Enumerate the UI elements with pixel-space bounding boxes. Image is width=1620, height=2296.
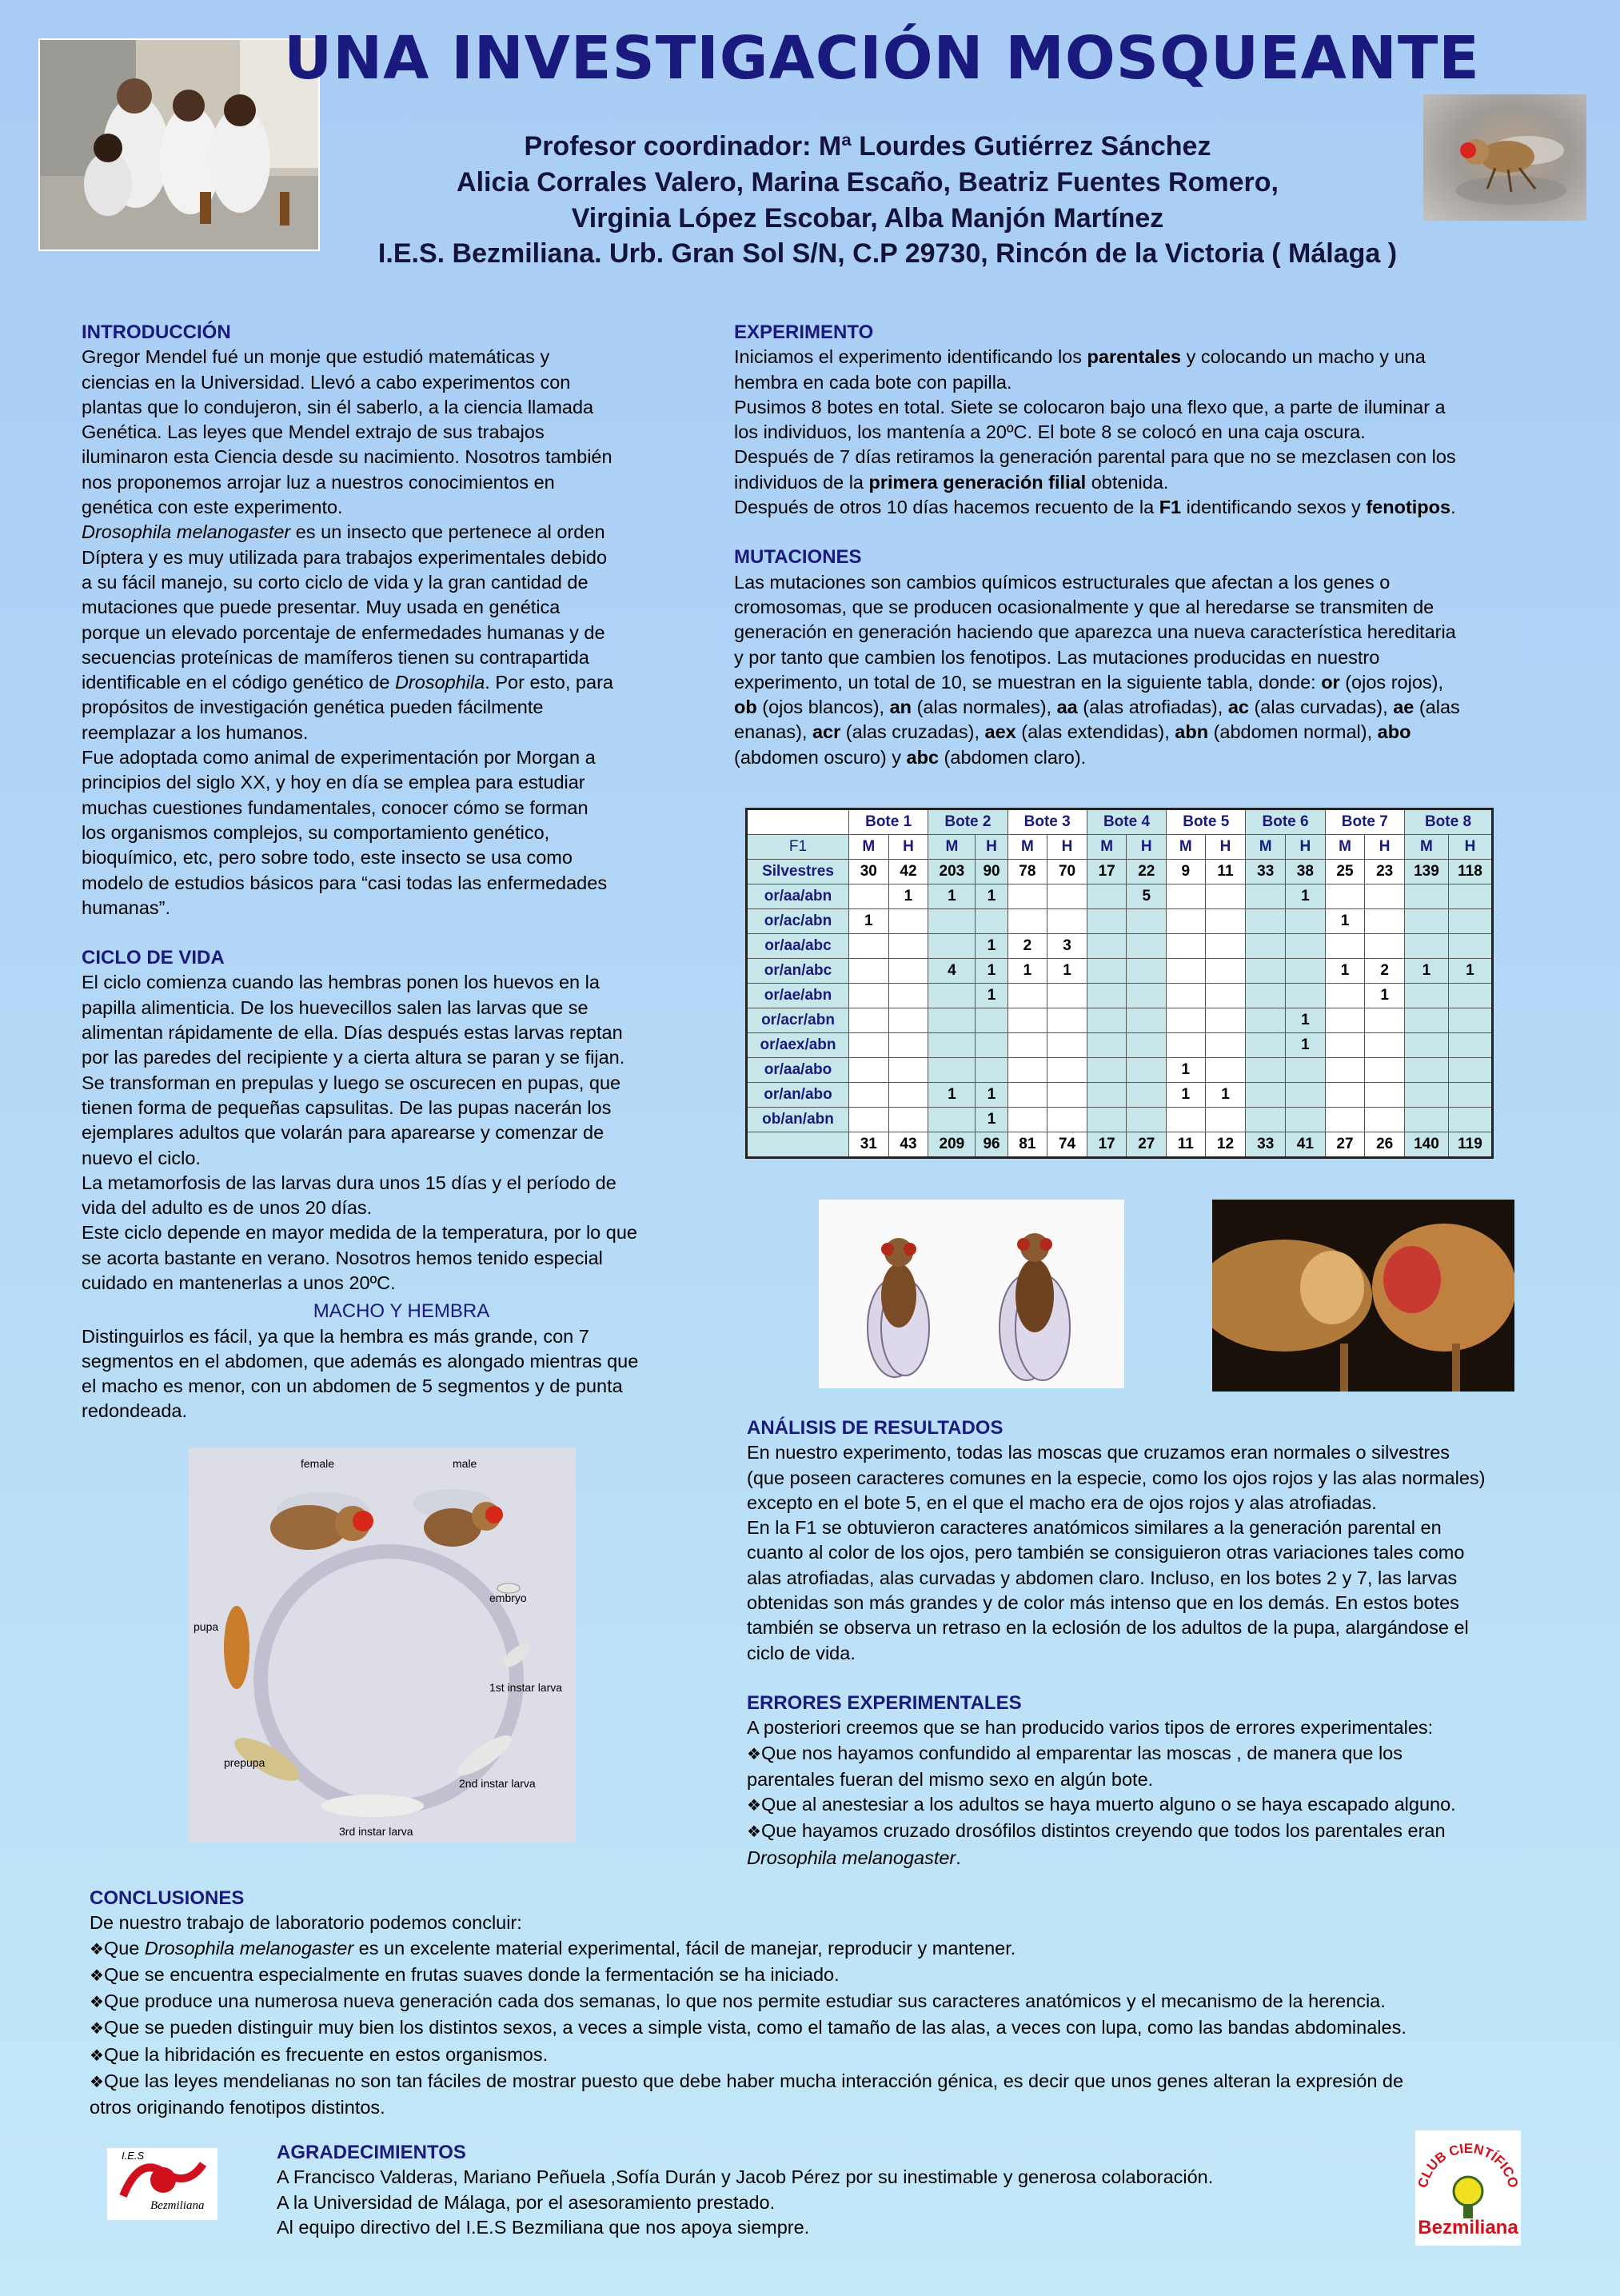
table-cell: 11	[1167, 1132, 1205, 1158]
table-cell	[1365, 884, 1405, 909]
header-bote-2: Bote 2	[928, 809, 1008, 835]
table-cell	[1008, 984, 1047, 1008]
table-cell	[1205, 909, 1246, 934]
table-cell	[849, 984, 889, 1008]
table-cell: 1	[1404, 959, 1448, 984]
table-cell: 27	[1325, 1132, 1365, 1158]
male-female-flies-photo	[819, 1200, 1124, 1388]
table-cell: 203	[928, 860, 976, 884]
label-larva3: 3rd instar larva	[339, 1825, 413, 1838]
table-cell	[1167, 1033, 1205, 1058]
table-cell	[1286, 984, 1326, 1008]
table-cell	[1404, 1008, 1448, 1033]
table-cell: 25	[1325, 860, 1365, 884]
table-cell: 1	[1047, 959, 1087, 984]
table-cell: 118	[1448, 860, 1492, 884]
table-cell	[976, 909, 1008, 934]
table-cell: 42	[888, 860, 928, 884]
table-cell: 139	[1404, 860, 1448, 884]
table-cell: 3	[1047, 934, 1087, 959]
table-row	[747, 1033, 1493, 1058]
row-label: Silvestres	[747, 860, 849, 884]
club-cientifico-logo	[1415, 2130, 1521, 2246]
school-address: I.E.S. Bezmiliana. Urb. Gran Sol S/N, C.P 29730, Rincón de la Victoria ( Málaga )	[377, 238, 1398, 269]
table-cell	[1325, 934, 1365, 959]
ies-logo-name: Bezmiliana	[150, 2199, 205, 2212]
table-row	[747, 1132, 1493, 1158]
table-cell: 4	[928, 959, 976, 984]
intro-title: INTRODUCCIÓN	[82, 321, 231, 343]
table-cell: 9	[1167, 860, 1205, 884]
table-cell	[1246, 959, 1286, 984]
table-cell	[1325, 1033, 1365, 1058]
thanks-section: AGRADECIMIENTOS A Francisco Valderas, Mariano Peñuela ,Sofía Durán y Jacob Pérez por su inestimable y generosa colaboración. A la Universidad de Málaga, por el asesoramiento prestado. Al equipo directivo del I.E.S Bezmiliana que nos apoya siempre.	[277, 2140, 1396, 2240]
table-row	[747, 984, 1493, 1008]
table-cell	[1325, 1008, 1365, 1033]
table-cell	[1286, 934, 1326, 959]
table-cell	[1127, 909, 1167, 934]
table-cell	[1047, 1008, 1087, 1033]
table-cell	[1325, 1108, 1365, 1132]
table-cell	[976, 1033, 1008, 1058]
table-cell	[928, 1033, 976, 1058]
ies-logo-text: I.E.S	[122, 2150, 145, 2162]
table-cell	[1167, 884, 1205, 909]
table-row	[747, 909, 1493, 934]
label-embryo: embryo	[489, 1591, 527, 1604]
table-cell: 1	[976, 934, 1008, 959]
header-bote-4: Bote 4	[1087, 809, 1166, 835]
table-cell	[849, 884, 889, 909]
table-cell: 1	[1286, 884, 1326, 909]
f1-results-table	[745, 808, 1494, 1159]
table-cell	[976, 1008, 1008, 1033]
table-cell	[1246, 1033, 1286, 1058]
table-cell	[849, 934, 889, 959]
table-cell	[1246, 1008, 1286, 1033]
mutations-title: MUTACIONES	[734, 546, 862, 569]
table-cell: 90	[976, 860, 1008, 884]
analysis-section: ANÁLISIS DE RESULTADOS En nuestro experimento, todas las moscas que cruzamos eran normales o silvestres (que poseen caracteres comunes en la especie, como los ojos rojos y las alas normales) excepto en el bote 5, en el que el macho era de ojos rojos y alas atrofiadas. En la F1 se obtuvieron caracteres anatómicos similares a la generación parental en cuanto al color de los ojos, pero también se consiguieron otras variaciones tales como alas atrofiadas, alas curvadas y abdomen claro. Incluso, en los botes 2 y 7, las larvas obtenidas son más grandes y de color más intenso que en los demás. En estos botes también se observa un retraso en la eclosión de los adultos de la pupa, alargándose el ciclo de vida. ERRORES EXPERIMENTALES A posteriori creemos que se han producido varios tipos de errores experimentales: ❖ Que nos hayamos confundido al emparentar las moscas , de manera que los parentales fueran del mismo sexo en algún bote. ❖ Que al anestesiar a los adultos se haya muerto alguno o se haya escapado alguno. ❖ Que hayamos cruzado drosófilos distintos creyendo que todos los parentales eran Drosophila melanogaster.	[747, 1416, 1602, 1871]
table-cell	[1047, 1083, 1087, 1108]
table-cell	[1448, 1008, 1492, 1033]
table-cell: 11	[1205, 860, 1246, 884]
table-cell	[928, 984, 976, 1008]
row-label: or/aex/abn	[747, 1033, 849, 1058]
list-item: ❖ Que se encuentra especialmente en frutas suaves donde la fermentación se ha iniciado.	[90, 1963, 1593, 1989]
list-item: ❖ Que se pueden distinguir muy bien los distintos sexos, a veces a simple vista, como el tamaño de las alas, a veces con lupa, como las bandas abdominales.	[90, 2015, 1593, 2042]
table-cell	[1404, 884, 1448, 909]
table-cell: 81	[1008, 1132, 1047, 1158]
errors-title: ERRORES EXPERIMENTALES	[747, 1691, 1022, 1714]
table-cell	[849, 1058, 889, 1083]
table-cell	[1167, 934, 1205, 959]
conclusions-list	[90, 1936, 1593, 2121]
table-cell	[1087, 909, 1127, 934]
table-cell: 1	[1205, 1083, 1246, 1108]
table-cell	[1087, 1008, 1127, 1033]
row-label	[747, 1132, 849, 1158]
table-cell	[1404, 1033, 1448, 1058]
row-label: or/ae/abn	[747, 984, 849, 1008]
table-cell: 33	[1246, 1132, 1286, 1158]
table-cell	[849, 1008, 889, 1033]
label-male: male	[453, 1457, 477, 1470]
table-cell	[1127, 1108, 1167, 1132]
table-row	[747, 884, 1493, 909]
table-cell	[1127, 959, 1167, 984]
header-bote-1: Bote 1	[849, 809, 928, 835]
table-cell: 30	[849, 860, 889, 884]
table-cell: 2	[1008, 934, 1047, 959]
table-cell	[1246, 1083, 1286, 1108]
conclusions-title: CONCLUSIONES	[90, 1887, 245, 1909]
list-item: ❖ Que al anestesiar a los adultos se haya muerto alguno o se haya escapado alguno.	[747, 1792, 1602, 1819]
table-cell	[1286, 1083, 1326, 1108]
table-cell: 1	[1448, 959, 1492, 984]
table-cell	[888, 984, 928, 1008]
table-row	[747, 1058, 1493, 1083]
table-cell	[1325, 884, 1365, 909]
table-cell	[1286, 1058, 1326, 1083]
table-cell	[1127, 1008, 1167, 1033]
table-cell: 96	[976, 1132, 1008, 1158]
row-label: or/aa/abo	[747, 1058, 849, 1083]
table-cell: 1	[976, 1083, 1008, 1108]
table-cell	[1404, 1108, 1448, 1132]
table-cell	[1286, 909, 1326, 934]
table-cell	[1365, 1108, 1405, 1132]
table-cell	[888, 1083, 928, 1108]
table-cell	[1246, 934, 1286, 959]
table-cell	[1205, 934, 1246, 959]
table-cell	[1087, 984, 1127, 1008]
lifecycle-title: CICLO DE VIDA	[82, 947, 225, 969]
table-cell	[1205, 1008, 1246, 1033]
female-fly-icon	[270, 1492, 373, 1550]
errors-list	[747, 1741, 1602, 1871]
table-cell: 27	[1127, 1132, 1167, 1158]
club-logo-arc-text: CLUB CIENTÍFICO	[1415, 2140, 1521, 2190]
table-cell	[1448, 1083, 1492, 1108]
table-cell: 119	[1448, 1132, 1492, 1158]
table-cell	[888, 959, 928, 984]
row-label: or/aa/abn	[747, 884, 849, 909]
table-cell	[1087, 884, 1127, 909]
table-cell: 26	[1365, 1132, 1405, 1158]
table-cell: 1	[1286, 1033, 1326, 1058]
table-cell	[928, 934, 976, 959]
table-cell: 1	[976, 884, 1008, 909]
table-cell	[1087, 1083, 1127, 1108]
table-cell: 2	[1365, 959, 1405, 984]
list-item: ❖ Que nos hayamos confundido al emparentar las moscas , de manera que los parentales fueran del mismo sexo en algún bote.	[747, 1741, 1602, 1793]
row-label: or/acr/abn	[747, 1008, 849, 1033]
thanks-title: AGRADECIMIENTOS	[277, 2142, 466, 2163]
table-cell: 23	[1365, 860, 1405, 884]
authors-line-1: Alicia Corrales Valero, Marina Escaño, Beatriz Fuentes Romero,	[457, 167, 1279, 198]
poster-title: UNA INVESTIGACIÓN MOSQUEANTE	[284, 24, 1480, 93]
table-cell	[888, 1058, 928, 1083]
list-item: ❖ Que la hibridación es frecuente en estos organismos.	[90, 2042, 1593, 2069]
table-cell: 1	[1167, 1058, 1205, 1083]
table-cell: 1	[976, 959, 1008, 984]
header-bote-5: Bote 5	[1167, 809, 1246, 835]
row-label: or/an/abc	[747, 959, 849, 984]
table-cell: 43	[888, 1132, 928, 1158]
row-label: ob/an/abn	[747, 1108, 849, 1132]
intro-text: Gregor Mendel fué un monje que estudió matemáticas y ciencias en la Universidad. Llevó a cabo experimentos con plantas que lo condujeron, sin él saberlo, a la ciencia llamada Genética. Las leyes que Mendel extrajo de sus trabajos iluminaron esta Ciencia desde su nacimiento. Nosotros también nos proponemos arrojar luz a nuestros conocimientos en genética con este experimento. Drosophila melanogaster es un insecto que pertenece al orden Díptera y es muy utilizada para trabajos experimentales debido a su fácil manejo, su corto ciclo de vida y la gran cantidad de mutaciones que puede presentar. Muy usada en genética porque un elevado porcentaje de enfermedades humanas y de secuencias proteínicas de mamíferos tienen su contrapartida identificable en el código genético de Drosophila. Por esto, para propósitos de investigación genética pueden fácilmente reemplazar a los humanos. Fue adoptada como animal de experimentación por Morgan a principios del siglo XX, y hoy en día se emplea para estudiar muchas cuestiones fundamentales, conocer cómo se forman los organismos complejos, su comportamiento genético, bioquímico, etc, pero sobre todo, este insecto se usa como modelo de estudios básicos para “casi todas las enfermedades humanas”.	[82, 346, 613, 918]
table-cell	[1404, 934, 1448, 959]
row-label: or/ac/abn	[747, 909, 849, 934]
table-cell: 1	[1008, 959, 1047, 984]
table-cell	[1087, 1033, 1127, 1058]
table-cell	[1008, 1033, 1047, 1058]
table-cell	[1325, 984, 1365, 1008]
table-cell: 140	[1404, 1132, 1448, 1158]
authors-line-2: Virginia López Escobar, Alba Manjón Martínez	[571, 203, 1164, 234]
label-larva1: 1st instar larva	[489, 1681, 563, 1694]
table-cell	[1205, 1058, 1246, 1083]
table-row	[747, 959, 1493, 984]
table-cell	[1448, 1108, 1492, 1132]
table-cell: 17	[1087, 860, 1127, 884]
table-cell	[1127, 1033, 1167, 1058]
table-cell: 1	[1325, 959, 1365, 984]
table-cell: 209	[928, 1132, 976, 1158]
table-cell: 1	[928, 1083, 976, 1108]
table-corner	[747, 809, 849, 835]
table-cell	[849, 1108, 889, 1132]
table-cell: 1	[1286, 1008, 1326, 1033]
larva3-icon	[321, 1795, 424, 1817]
table-cell: 31	[849, 1132, 889, 1158]
table-cell	[849, 1033, 889, 1058]
list-item: ❖ Que Drosophila melanogaster es un excelente material experimental, fácil de manejar, reproducir y mantener.	[90, 1936, 1593, 1963]
table-cell	[1325, 1058, 1365, 1083]
table-row	[747, 934, 1493, 959]
table-sex-row: F1 M H M H M H M H M H M H M H M H	[747, 835, 1493, 860]
table-cell: 1	[888, 884, 928, 909]
table-cell	[1365, 1058, 1405, 1083]
ies-logo	[107, 2148, 217, 2220]
label-pupa: pupa	[194, 1620, 219, 1633]
table-cell: 33	[1246, 860, 1286, 884]
table-cell	[1047, 1108, 1087, 1132]
table-cell	[1448, 909, 1492, 934]
table-cell	[1404, 1083, 1448, 1108]
table-cell: 1	[1325, 909, 1365, 934]
row-label: or/aa/abc	[747, 934, 849, 959]
table-cell	[1448, 984, 1492, 1008]
conclusions-section: CONCLUSIONES De nuestro trabajo de laboratorio podemos concluir: ❖ Que Drosophila melanogaster es un excelente material experimental, fácil de manejar, reproducir y mantener. ❖ Que se encuentra especialmente en frutas suaves donde la fermentación se ha iniciado. ❖ Que produce una numerosa nueva generación cada dos semanas, lo que nos permite estudiar sus caracteres anatómicos y el mecanismo de la herencia. ❖ Que se pueden distinguir muy bien los distintos sexos, a veces a simple vista, como el tamaño de las alas, a veces con lupa, como las bandas abdominales. ❖ Que la hibridación es frecuente en estos organismos. ❖ Que las leyes mendelianas no son tan fáciles de mostrar puesto que debe haber mucha interacción génica, es decir que unos genes alteran la expresión de otros originando fenotipos distintos.	[90, 1886, 1593, 2121]
table-cell	[1205, 959, 1246, 984]
table-cell	[1167, 1108, 1205, 1132]
pupa-icon	[224, 1606, 249, 1689]
table-cell: 41	[1286, 1132, 1326, 1158]
table-cell	[1404, 909, 1448, 934]
table-cell	[1448, 1033, 1492, 1058]
table-cell	[888, 909, 928, 934]
f1-label: F1	[747, 835, 849, 860]
table-cell	[1246, 984, 1286, 1008]
table-cell	[1286, 1108, 1326, 1132]
table-cell	[928, 1108, 976, 1132]
header-bote-8: Bote 8	[1404, 809, 1492, 835]
table-cell	[888, 1033, 928, 1058]
table-header-row	[747, 809, 1493, 835]
table-cell: 5	[1127, 884, 1167, 909]
table-cell	[1205, 1033, 1246, 1058]
table-cell	[1047, 1058, 1087, 1083]
label-larva2: 2nd instar larva	[459, 1777, 536, 1790]
male-fly-icon	[413, 1489, 503, 1547]
table-cell	[1325, 1083, 1365, 1108]
lifecycle-diagram	[189, 1447, 576, 1843]
table-cell	[1047, 1033, 1087, 1058]
club-logo-name: Bezmiliana	[1418, 2217, 1518, 2238]
table-cell	[1205, 1108, 1246, 1132]
table-cell	[1365, 909, 1405, 934]
table-cell: 1	[928, 884, 976, 909]
list-item: ❖ Que las leyes mendelianas no son tan fáciles de mostrar puesto que debe haber mucha interacción génica, es decir que unos genes alteran la expresión de otros originando fenotipos distintos.	[90, 2069, 1593, 2121]
table-cell	[1008, 909, 1047, 934]
table-cell	[1365, 1008, 1405, 1033]
table-cell	[1167, 909, 1205, 934]
table-cell	[1448, 934, 1492, 959]
table-cell: 70	[1047, 860, 1087, 884]
row-label: or/an/abo	[747, 1083, 849, 1108]
table-cell	[1127, 984, 1167, 1008]
table-cell: 1	[976, 984, 1008, 1008]
table-cell	[1167, 959, 1205, 984]
table-cell: 1	[976, 1108, 1008, 1132]
table-cell	[1008, 1083, 1047, 1108]
table-cell: 22	[1127, 860, 1167, 884]
table-cell: 1	[849, 909, 889, 934]
table-cell	[1246, 884, 1286, 909]
table-cell	[928, 1008, 976, 1033]
experiment-title: EXPERIMENTO	[734, 321, 874, 343]
table-cell	[1087, 1108, 1127, 1132]
male-female-title: MACHO Y HEMBRA	[313, 1300, 490, 1323]
table-row	[747, 860, 1493, 884]
table-cell	[1047, 984, 1087, 1008]
table-cell	[1205, 984, 1246, 1008]
table-cell	[1246, 909, 1286, 934]
table-cell	[1404, 1058, 1448, 1083]
table-cell	[1127, 934, 1167, 959]
table-cell	[1448, 884, 1492, 909]
table-cell	[1167, 984, 1205, 1008]
fly-closeup-photo	[1212, 1200, 1514, 1392]
table-cell	[1167, 1008, 1205, 1033]
analysis-title: ANÁLISIS DE RESULTADOS	[747, 1417, 1004, 1439]
table-cell	[928, 1058, 976, 1083]
table-cell	[1365, 934, 1405, 959]
table-cell	[1008, 884, 1047, 909]
table-cell	[1127, 1058, 1167, 1083]
table-cell	[1087, 1058, 1127, 1083]
table-cell	[928, 909, 976, 934]
table-cell	[1127, 1083, 1167, 1108]
table-cell	[1246, 1108, 1286, 1132]
table-cell	[888, 1008, 928, 1033]
table-cell	[849, 1083, 889, 1108]
table-cell	[1087, 934, 1127, 959]
table-cell	[1008, 1108, 1047, 1132]
header-bote-6: Bote 6	[1246, 809, 1325, 835]
lifecycle-text: El ciclo comienza cuando las hembras ponen los huevos en la papilla alimenticia. De los huevecillos salen las larvas que se alimentan rápidamente de ella. Días después estas larvas reptan por las paredes del recipiente y a cierta altura se paran y se fijan. Se transforman en prepulas y luego se oscurecen en pupas, que tienen forma de pequeñas capsulitas. De las pupas nacerán los ejemplares adultos que volarán para aparearse y comenzar de nuevo el ciclo. La metamorfosis de las larvas dura unos 15 días y el período de vida del adulto es de unos 20 días. Este ciclo depende en mayor medida de la temperatura, por lo que se acorta bastante en verano. Nosotros hemos tenido especial cuidado en mantenerlas a unos 20ºC.	[82, 972, 637, 1293]
table-cell: 78	[1008, 860, 1047, 884]
table-body	[747, 860, 1493, 1158]
male-female-text: Distinguirlos es fácil, ya que la hembra es más grande, con 7 segmentos en el abdomen, que además es alongado mientras que el macho es menor, con un abdomen de 5 segmentos y de punta redondeada.	[82, 1325, 639, 1422]
table-cell	[1047, 909, 1087, 934]
table-cell	[888, 1108, 928, 1132]
table-cell	[1404, 984, 1448, 1008]
table-cell	[1047, 884, 1087, 909]
table-cell	[1008, 1008, 1047, 1033]
header-bote-7: Bote 7	[1325, 809, 1404, 835]
header-bote-3: Bote 3	[1008, 809, 1087, 835]
table-cell	[1365, 1083, 1405, 1108]
experiment-section: EXPERIMENTO Iniciamos el experimento identificando los parentales y colocando un macho y una hembra en cada bote con papilla. Pusimos 8 botes en total. Siete se colocaron bajo una flexo que, a parte de iluminar a los individuos, los mantenía a 20ºC. El bote 8 se colocó en una caja oscura. Después de 7 días retiramos la generación parental para que no se mezclasen con los individuos de la primera generación filial obtenida. Después de otros 10 días hacemos recuento de la F1 identificando sexos y fenotipos. MUTACIONES Las mutaciones son cambios químicos estructurales que afectan a los genes o cromosomas, que se producen ocasionalmente y que al heredarse se transmiten de generación en generación haciendo que aparezca una nueva característica hereditaria y por tanto que cambien los fenotipos. Las mutaciones producidas en nuestro experimento, un total de 10, se muestran en la siguiente tabla, donde: or (ojos rojos), ob (ojos blancos), an (alas normales), aa (alas atrofiadas), ac (alas curvadas), ae (alas enanas), acr (alas cruzadas), aex (alas extendidas), abn (abdomen normal), abo (abdomen oscuro) y abc (abdomen claro).	[734, 320, 1598, 770]
table-cell: 17	[1087, 1132, 1127, 1158]
table-row	[747, 1083, 1493, 1108]
table-cell	[1365, 1033, 1405, 1058]
table-cell	[1286, 959, 1326, 984]
list-item: ❖ Que hayamos cruzado drosófilos distintos creyendo que todos los parentales eran Drosophila melanogaster.	[747, 1819, 1602, 1871]
table-row	[747, 1008, 1493, 1033]
table-cell: 1	[1167, 1083, 1205, 1108]
table-cell: 74	[1047, 1132, 1087, 1158]
table-cell	[976, 1058, 1008, 1083]
table-cell	[1008, 1058, 1047, 1083]
table-cell	[1087, 959, 1127, 984]
table-cell	[1448, 1058, 1492, 1083]
coordinator-line: Profesor coordinador: Mª Lourdes Gutiérrez Sánchez	[524, 131, 1211, 162]
table-cell: 38	[1286, 860, 1326, 884]
table-cell: 1	[1365, 984, 1405, 1008]
table-cell	[888, 934, 928, 959]
fruit-fly-photo	[1423, 94, 1586, 221]
label-female: female	[301, 1457, 335, 1470]
table-cell	[1205, 884, 1246, 909]
table-cell	[849, 959, 889, 984]
table-cell	[1246, 1058, 1286, 1083]
left-column	[82, 320, 721, 1424]
table-row	[747, 1108, 1493, 1132]
table-cell: 12	[1205, 1132, 1246, 1158]
list-item: ❖ Que produce una numerosa nueva generación cada dos semanas, lo que nos permite estudiar sus caracteres anatómicos y el mecanismo de la herencia.	[90, 1989, 1593, 2015]
label-prepupa: prepupa	[224, 1756, 265, 1769]
